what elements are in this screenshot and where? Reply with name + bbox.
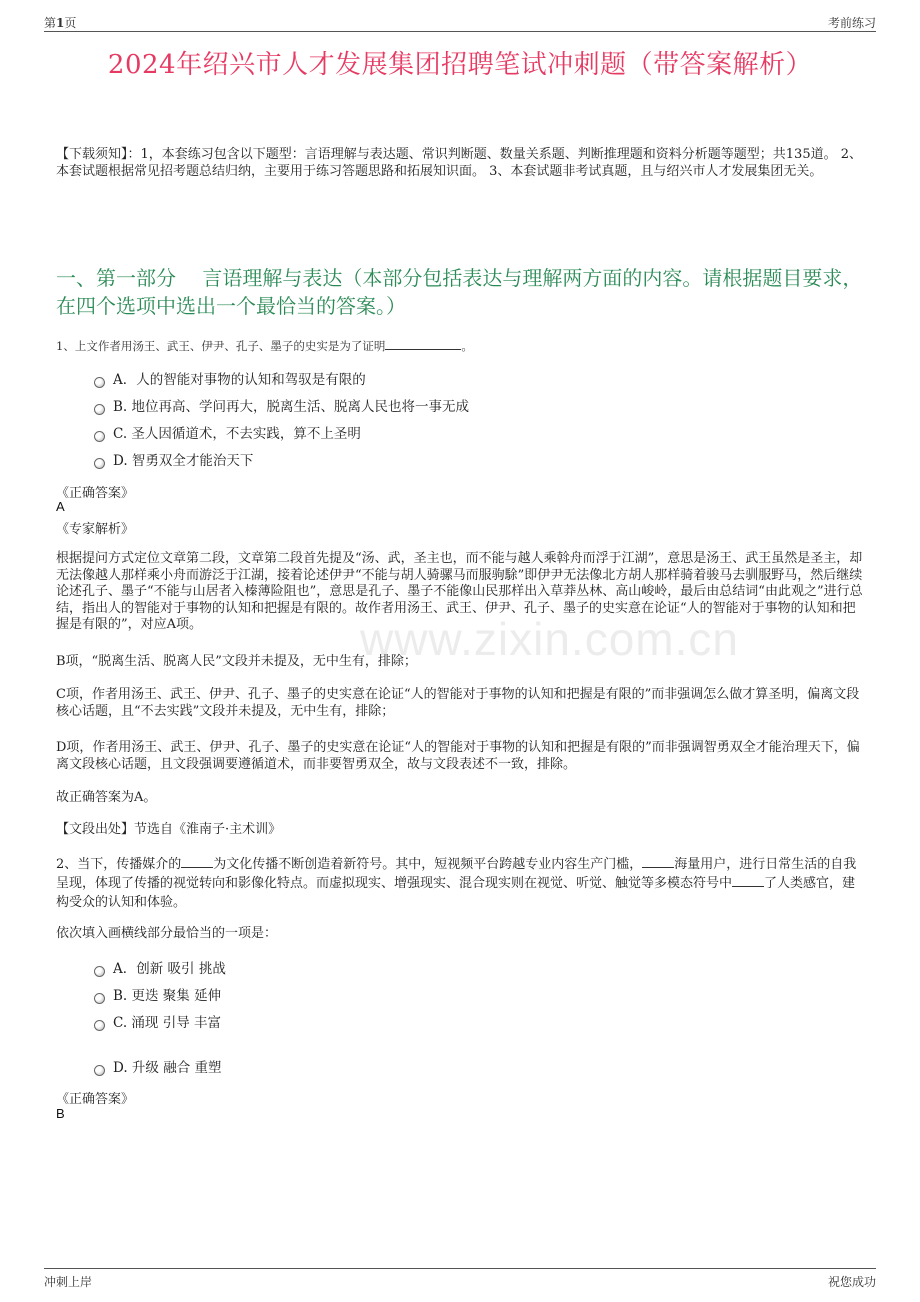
radio-icon[interactable]	[94, 966, 105, 977]
q1-analysis-c: C项，作者用汤王、武王、伊尹、孔子、墨子的史实意在论证“人的智能对于事物的认知和把握是有限的”而非强调怎么做才算圣明，偏离文段核心话题，且“不去实践”文段并未提及，无中生有，排除；	[56, 687, 860, 719]
question-2-prompt: 依次填入画横线部分最恰当的一项是：	[56, 926, 278, 941]
radio-icon[interactable]	[94, 993, 105, 1004]
q2-option-a[interactable]: A．创新 吸引 挑战	[94, 959, 226, 979]
q1-conclusion: 故正确答案为A。	[56, 790, 157, 805]
footer-left-text: 冲刺上岸	[44, 1275, 93, 1289]
header-right-text: 考前练习	[827, 16, 876, 30]
q1-option-b[interactable]: B. 地位再高、学问再大，脱离生活、脱离人民也将一事无成	[94, 397, 469, 417]
answer-blank	[181, 856, 213, 868]
q2-answer-label: 《正确答案》	[56, 1092, 135, 1107]
q1-analysis-label: 《专家解析》	[56, 522, 135, 537]
q2-option-c[interactable]: C. 涌现 引导 丰富	[94, 1013, 221, 1033]
document-title: 2024年绍兴市人才发展集团招聘笔试冲刺题（带答案解析）	[107, 50, 813, 80]
q1-option-a[interactable]: A．人的智能对事物的认知和驾驭是有限的	[94, 370, 366, 390]
radio-icon[interactable]	[94, 458, 105, 469]
q1-answer-label: 《正确答案》	[56, 486, 135, 501]
page-number: 第1页	[44, 16, 77, 30]
radio-icon[interactable]	[94, 404, 105, 415]
radio-icon[interactable]	[94, 1020, 105, 1031]
page-footer	[44, 1268, 876, 1289]
q1-analysis-paragraph: 根据提问方式定位文章第二段，文章第二段首先提及“汤、武，圣主也，而不能与越人乘斡舟而浮于江湖”，意思是汤王、武王虽然是圣主，却无法像越人那样乘小舟而游泛于江湖，接着论述伊尹“不能与胡人骑骡马而服驹駼”即伊尹无法像北方胡人那样骑着骏马去驯服野马，然后继续论述孔子、墨子“不能与山居者入榛薄险阻也”，意思是孔子、墨子不能像山民那样出入草莽丛林、高山峻岭，最后由总结词“由此观之”进行总结，指出人的智能对于事物的认知和把握是有限的。故作者用汤王、武王、伊尹、孔子、墨子的史实意在论证“人的智能对于事物的认知和把握是有限的”，对应A项。	[56, 551, 863, 632]
q1-analysis-d: D项，作者用汤王、武王、伊尹、孔子、墨子的史实意在论证“人的智能对于事物的认知和把握是有限的”而非强调智勇双全才能治理天下，偏离文段核心话题，且文段强调要遵循道术，而非要智勇双全，故与文段表述不一致，排除。	[56, 740, 860, 772]
question-1-stem: 1、上文作者用汤王、武王、伊尹、孔子、墨子的史实是为了证明 。	[56, 339, 473, 353]
answer-blank	[642, 856, 674, 868]
section-heading: 一、第一部分 言语理解与表达（本部分包括表达与理解两方面的内容。请根据题目要求，在四个选项中选出一个最恰当的答案。）	[56, 266, 863, 318]
q2-answer: B	[56, 1106, 65, 1121]
page-header	[44, 12, 876, 32]
radio-icon[interactable]	[94, 377, 105, 388]
answer-blank	[732, 875, 764, 887]
radio-icon[interactable]	[94, 431, 105, 442]
q1-analysis-b: B项，“脱离生活、脱离人民”文段并未提及，无中生有，排除；	[56, 654, 417, 669]
q1-source: 【文段出处】节选自《淮南子·主术训》	[56, 822, 282, 837]
footer-right-text: 祝您成功	[827, 1275, 876, 1289]
answer-blank	[385, 338, 461, 350]
q1-option-c[interactable]: C. 圣人因循道术，不去实践，算不上圣明	[94, 424, 361, 444]
q1-answer: A	[56, 499, 65, 514]
radio-icon[interactable]	[94, 1065, 105, 1076]
question-2-stem: 2、当下，传播媒介的 为文化传播不断创造着新符号。其中，短视频平台跨越专业内容生产门槛， 海量用户，进行日常生活的自我呈现，体现了传播的视觉转向和影像化特点。而虚拟现实、增强现实、混合现实则在视觉、听觉、触觉等多模态符号中 了人类感官，建构受众的认知和体验。	[56, 857, 857, 910]
watermark: www.zixin.com.cn	[360, 613, 739, 665]
q2-option-b[interactable]: B. 更迭 聚集 延伸	[94, 986, 221, 1006]
download-notice: 【下载须知】：1，本套练习包含以下题型：言语理解与表达题、常识判断题、数量关系题、判断推理题和资料分析题等题型；共135道。 2、本套试题根据常见招考题总结归纳，主要用于练习答题思路和拓展知识面。 3、本套试题非考试真题，且与绍兴市人才发展集团无关。	[56, 147, 862, 179]
q2-option-d[interactable]: D. 升级 融合 重塑	[94, 1058, 222, 1078]
q1-option-d[interactable]: D. 智勇双全才能治天下	[94, 451, 253, 471]
